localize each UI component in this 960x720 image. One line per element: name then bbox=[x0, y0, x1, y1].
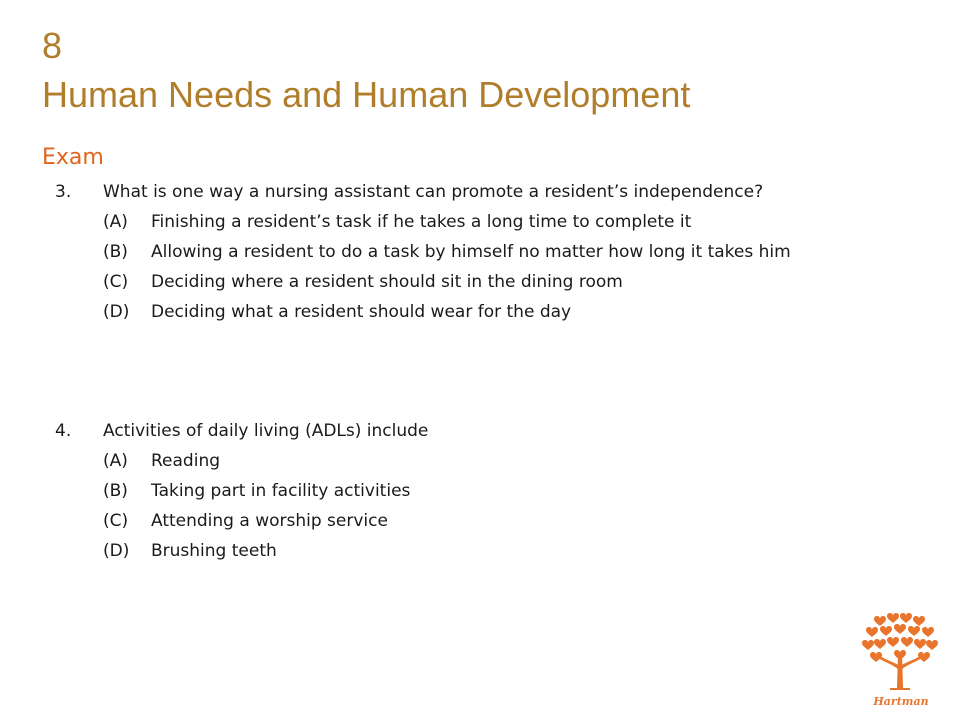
hartman-logo bbox=[858, 610, 944, 710]
option-text: Reading bbox=[151, 451, 221, 471]
question-text: Activities of daily living (ADLs) include bbox=[103, 421, 429, 441]
option-text: Taking part in facility activities bbox=[151, 481, 411, 501]
option-letter: (A) bbox=[103, 451, 128, 471]
section-title: Exam bbox=[42, 145, 104, 170]
chapter-number: 8 bbox=[42, 25, 63, 66]
question-stem bbox=[55, 421, 935, 441]
option-text: Finishing a resident’s task if he takes a long time to complete it bbox=[151, 212, 692, 232]
answer-options bbox=[55, 451, 935, 561]
option-letter: (B) bbox=[103, 242, 128, 262]
question-stem bbox=[55, 182, 935, 202]
option-text: Allowing a resident to do a task by himself no matter how long it takes him bbox=[151, 242, 791, 262]
option-letter: (C) bbox=[103, 272, 129, 292]
question-number: 4. bbox=[55, 421, 72, 441]
option-letter: (B) bbox=[103, 481, 128, 501]
answer-option-b bbox=[55, 481, 935, 501]
question-number: 3. bbox=[55, 182, 72, 202]
chapter-title: Human Needs and Human Development bbox=[42, 74, 691, 115]
logo-wordmark: Hartman bbox=[873, 695, 929, 708]
option-text: Brushing teeth bbox=[151, 541, 277, 561]
heart-tree-icon bbox=[858, 610, 944, 710]
answer-options bbox=[55, 212, 935, 322]
question-3 bbox=[55, 182, 935, 332]
option-letter: (D) bbox=[103, 541, 130, 561]
answer-option-a bbox=[55, 451, 935, 471]
option-text: Deciding where a resident should sit in the dining room bbox=[151, 272, 623, 292]
option-letter: (A) bbox=[103, 212, 128, 232]
option-letter: (C) bbox=[103, 511, 129, 531]
question-4 bbox=[55, 421, 935, 571]
answer-option-c bbox=[55, 511, 935, 531]
answer-option-d bbox=[55, 302, 935, 322]
option-text: Deciding what a resident should wear for the day bbox=[151, 302, 572, 322]
option-text: Attending a worship service bbox=[151, 511, 388, 531]
answer-option-c bbox=[55, 272, 935, 292]
answer-option-d bbox=[55, 541, 935, 561]
answer-option-b bbox=[55, 242, 935, 262]
option-letter: (D) bbox=[103, 302, 130, 322]
question-text: What is one way a nursing assistant can promote a resident’s independence? bbox=[103, 182, 764, 202]
answer-option-a bbox=[55, 212, 935, 232]
